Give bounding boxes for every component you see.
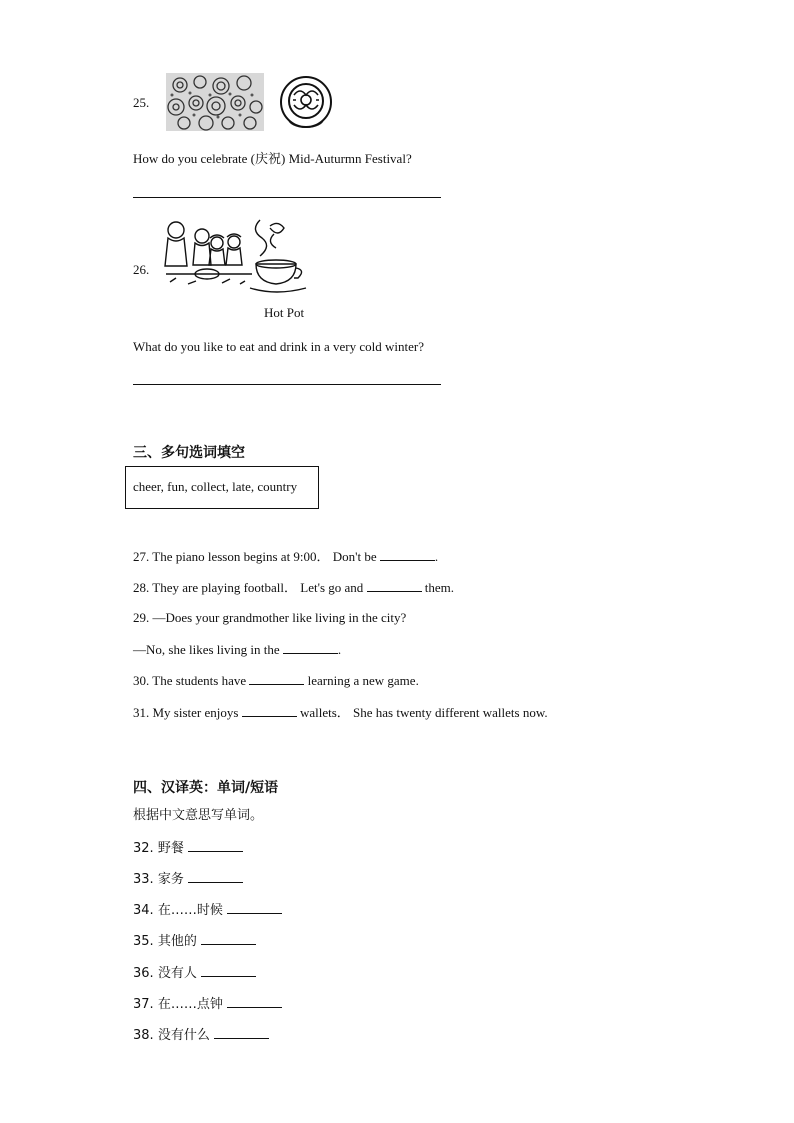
- question-28: [133, 579, 454, 596]
- question-text-end: .: [434, 549, 439, 564]
- answer-blank-35[interactable]: [201, 932, 256, 945]
- question-34: [133, 901, 282, 919]
- question-text: 在……时候: [157, 903, 223, 918]
- hot-pot-picture: [162, 216, 312, 296]
- section-4-instruction: 根据中文意思写单词。: [133, 808, 264, 823]
- question-26-text: What do you like to eat and drink in a very cold winter?: [133, 339, 424, 354]
- question-text: 没有人: [157, 966, 197, 981]
- question-number-25: 25.: [133, 95, 150, 110]
- question-number: 34.: [133, 903, 154, 918]
- question-29: [133, 610, 406, 626]
- section-4-heading: 四、汉译英：单词/短语: [133, 780, 279, 796]
- question-27: [133, 548, 438, 565]
- question-25-text: How do you celebrate (庆祝) Mid-Auturmn Festival?: [133, 151, 412, 166]
- answer-blank-37[interactable]: [227, 995, 282, 1008]
- question-number: 29.: [133, 610, 150, 625]
- question-31: [133, 704, 548, 721]
- question-text: 其他的: [157, 934, 197, 949]
- question-33: [133, 870, 243, 888]
- question-number: 32.: [133, 841, 154, 856]
- answer-blank-34[interactable]: [227, 901, 282, 914]
- question-text: 家务: [157, 872, 184, 887]
- answer-blank-27[interactable]: [380, 548, 435, 561]
- question-text: —Does your grandmother like living in the city?: [152, 610, 407, 625]
- question-number: 31.: [133, 705, 150, 720]
- question-35: [133, 932, 256, 950]
- word-bank-box: [125, 466, 319, 509]
- question-number: 28.: [133, 580, 150, 595]
- question-30: [133, 672, 419, 689]
- question-29-reply: [133, 641, 341, 658]
- question-38: [133, 1026, 269, 1044]
- question-text: My sister enjoys: [152, 705, 239, 720]
- mooncakes-picture: [166, 73, 264, 131]
- mooncake-picture: [278, 73, 334, 133]
- question-text: 在……点钟: [157, 997, 223, 1012]
- question-32: [133, 839, 243, 857]
- question-text: The students have: [152, 673, 247, 688]
- answer-blank-36[interactable]: [201, 964, 256, 977]
- question-text-end: them.: [424, 580, 455, 595]
- question-text-end: learning a new game.: [307, 673, 419, 688]
- question-text: —No, she likes living in the: [133, 642, 280, 657]
- answer-blank-29[interactable]: [283, 641, 338, 654]
- question-number: 30.: [133, 673, 150, 688]
- question-37: [133, 995, 282, 1013]
- answer-blank-28[interactable]: [367, 579, 422, 592]
- question-text-end: .: [337, 642, 342, 657]
- word-bank-words: cheer, fun, collect, late, country: [133, 479, 298, 494]
- question-text: 没有什么: [157, 1028, 210, 1043]
- question-text-end: wallets． She has twenty different wallets now.: [299, 705, 548, 720]
- answer-line-26[interactable]: [133, 384, 441, 385]
- question-text: 野餐: [157, 841, 184, 856]
- question-number: 36.: [133, 966, 154, 981]
- hot-pot-caption: Hot Pot: [264, 305, 305, 320]
- answer-blank-30[interactable]: [249, 672, 304, 685]
- answer-blank-33[interactable]: [188, 870, 243, 883]
- question-36: [133, 964, 256, 982]
- question-number: 38.: [133, 1028, 154, 1043]
- answer-line-25[interactable]: [133, 197, 441, 198]
- question-number: 37.: [133, 997, 154, 1012]
- question-number: 27.: [133, 549, 150, 564]
- question-number: 35.: [133, 934, 154, 949]
- question-text: The piano lesson begins at 9:00． Don't be: [152, 549, 377, 564]
- question-number: 33.: [133, 872, 154, 887]
- answer-blank-32[interactable]: [188, 839, 243, 852]
- answer-blank-31[interactable]: [242, 704, 297, 717]
- section-3-heading: 三、多句选词填空: [133, 445, 245, 461]
- question-text: They are playing football． Let's go and: [152, 580, 364, 595]
- answer-blank-38[interactable]: [214, 1026, 269, 1039]
- question-number-26: 26.: [133, 262, 150, 277]
